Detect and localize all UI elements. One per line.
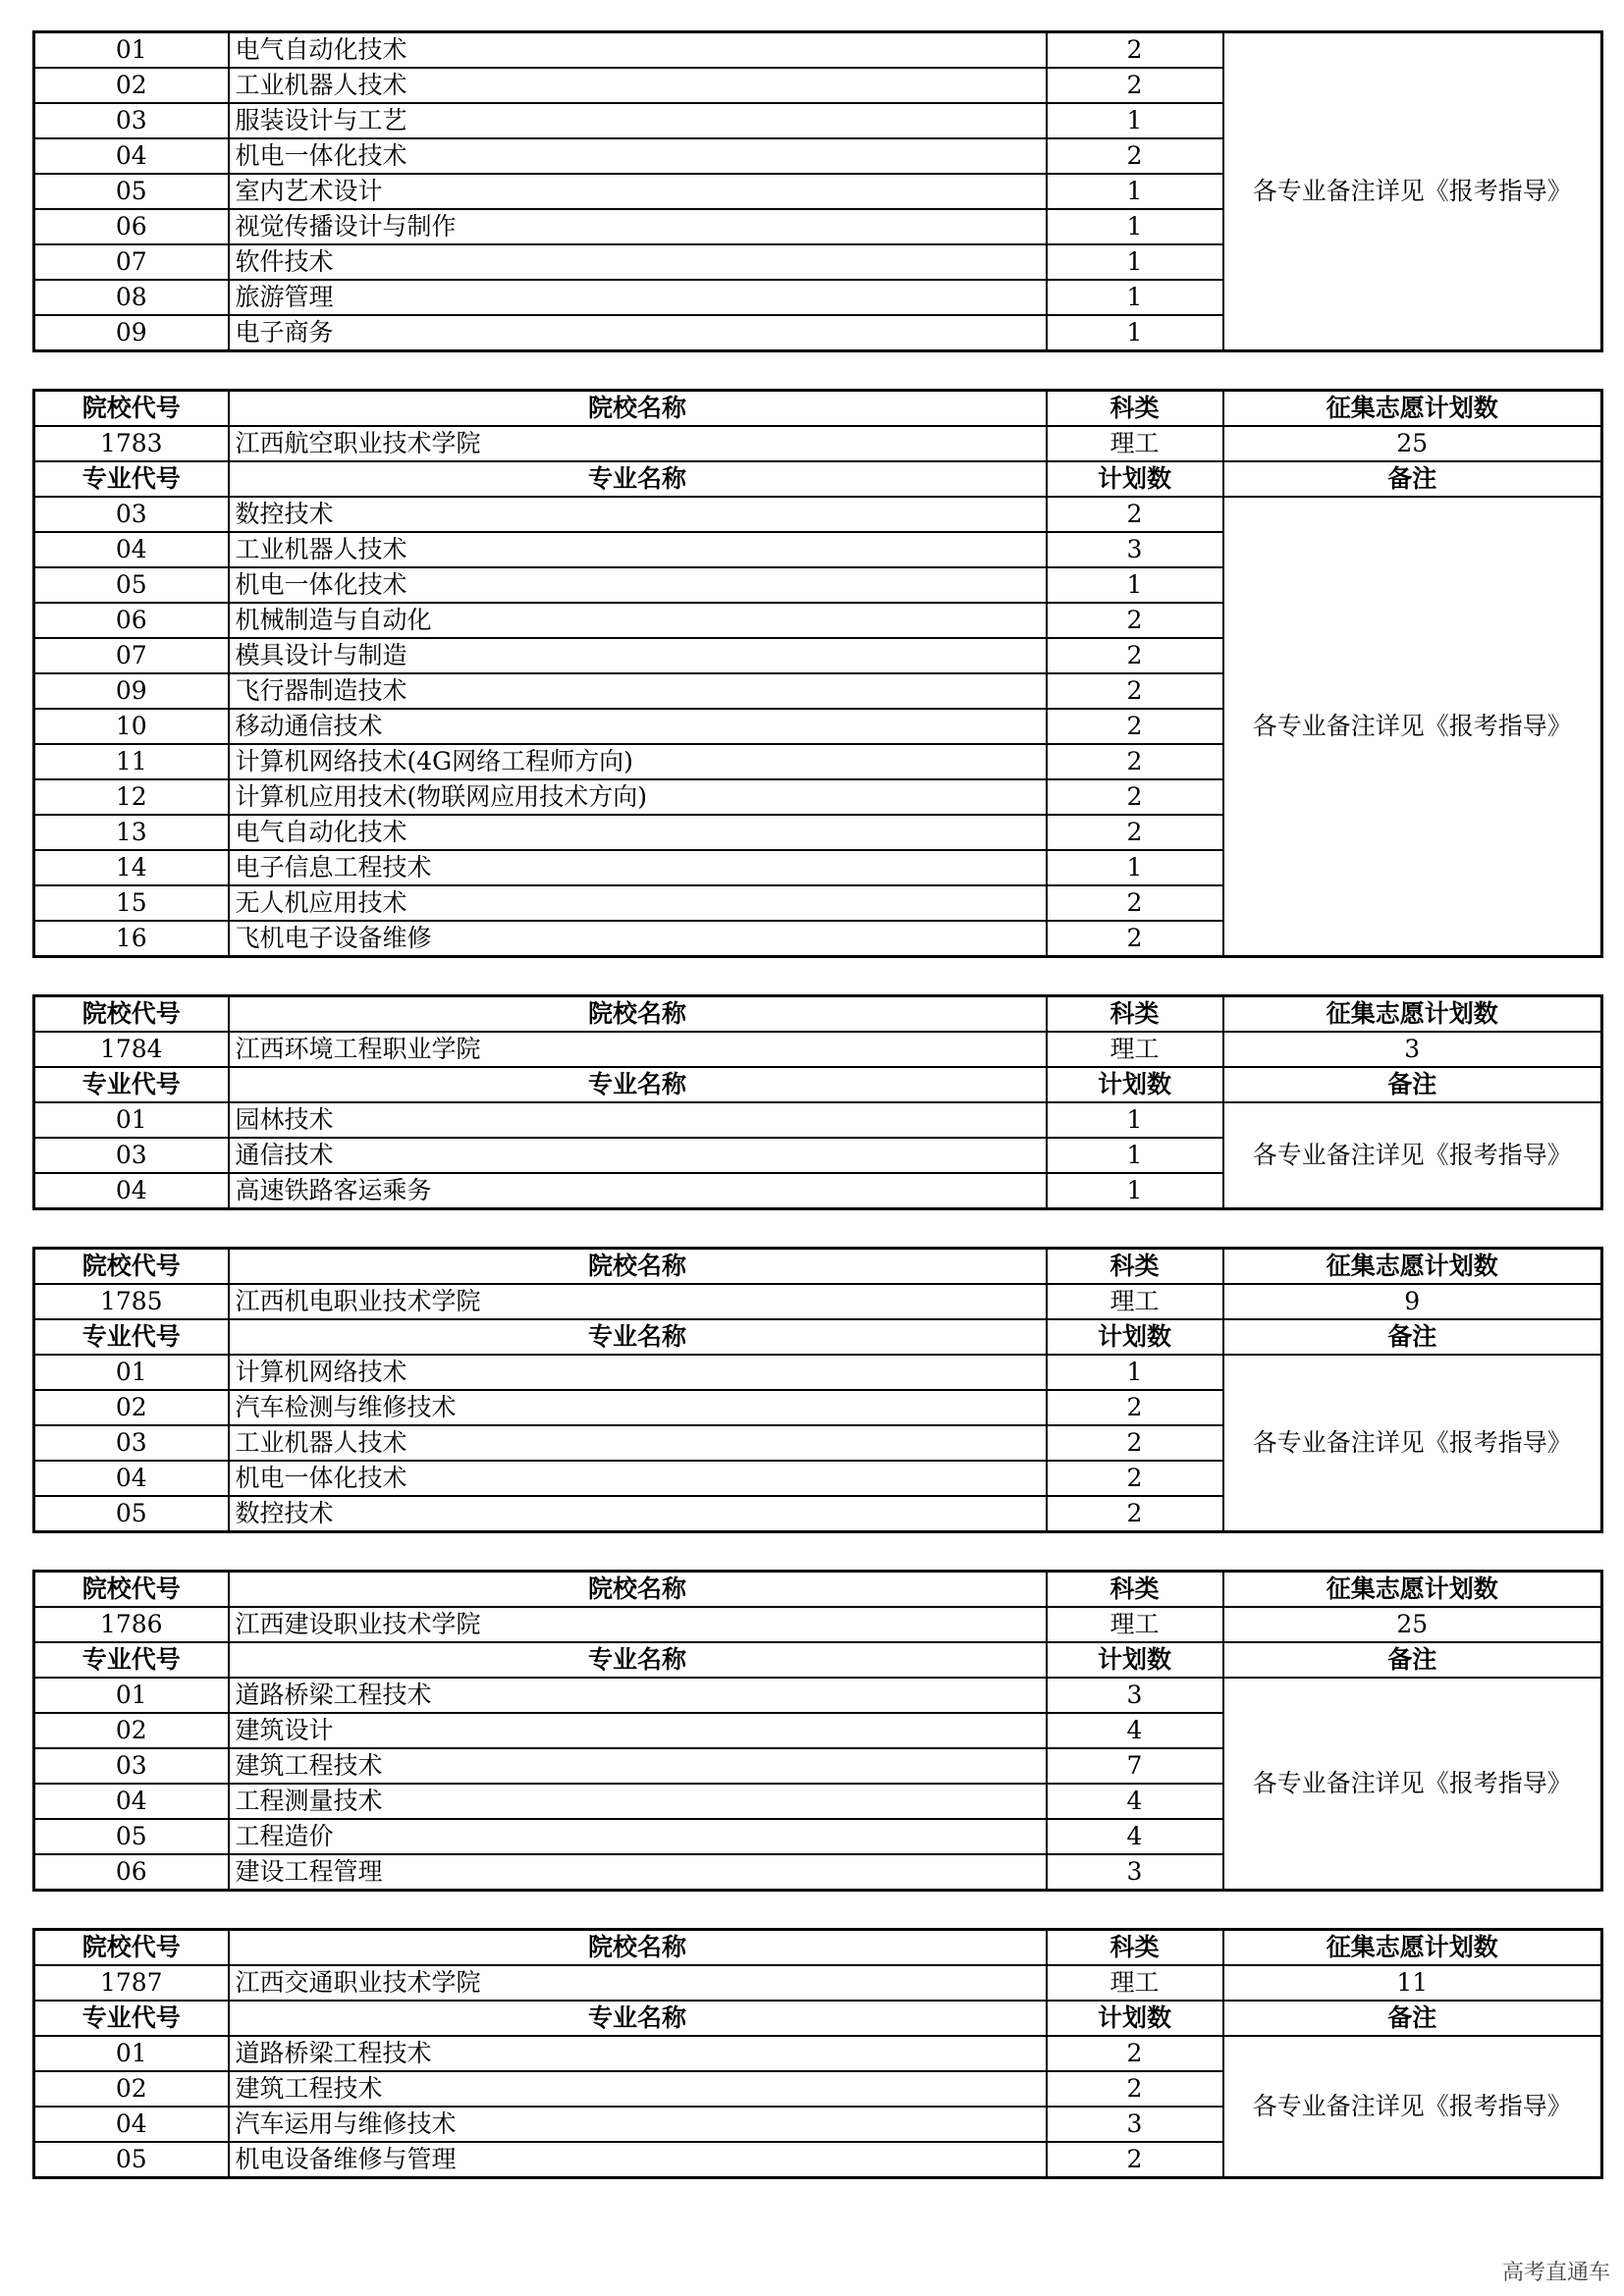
plan-count: 7 — [1047, 1748, 1223, 1784]
major-code: 02 — [34, 1390, 229, 1425]
plan-total-header: 征集志愿计划数 — [1223, 1572, 1602, 1608]
major-row — [34, 1102, 1602, 1138]
major-code: 03 — [34, 103, 229, 138]
category-header: 科类 — [1047, 996, 1223, 1033]
major-name: 机电一体化技术 — [229, 1461, 1047, 1496]
major-code: 05 — [34, 567, 229, 603]
major-name: 高速铁路客运乘务 — [229, 1173, 1047, 1209]
major-code: 10 — [34, 709, 229, 744]
major-code: 03 — [34, 1138, 229, 1173]
major-name: 飞行器制造技术 — [229, 673, 1047, 709]
plan-total: 25 — [1223, 1607, 1602, 1642]
plan-count: 1 — [1047, 1138, 1223, 1173]
major-name: 建筑工程技术 — [229, 1748, 1047, 1784]
school-code-header: 院校代号 — [34, 1249, 229, 1285]
school-code-header: 院校代号 — [34, 1930, 229, 1966]
plan-count: 1 — [1047, 280, 1223, 315]
major-code: 04 — [34, 138, 229, 174]
plan-count: 1 — [1047, 315, 1223, 351]
major-name: 汽车运用与维修技术 — [229, 2107, 1047, 2142]
major-code: 13 — [34, 815, 229, 850]
major-header-row — [34, 1642, 1602, 1678]
major-name: 工程测量技术 — [229, 1784, 1047, 1819]
plan-count-header: 计划数 — [1047, 1642, 1223, 1678]
major-code: 02 — [34, 2071, 229, 2107]
major-code: 06 — [34, 209, 229, 244]
school-header-row — [34, 1930, 1602, 1966]
school-name-header: 院校名称 — [229, 1930, 1047, 1966]
major-code: 04 — [34, 532, 229, 567]
major-name: 旅游管理 — [229, 280, 1047, 315]
major-code-header: 专业代号 — [34, 1642, 229, 1678]
plan-count-header: 计划数 — [1047, 2001, 1223, 2036]
school-header-row — [34, 996, 1602, 1033]
plan-count: 2 — [1047, 603, 1223, 638]
plan-count: 2 — [1047, 779, 1223, 815]
major-code: 04 — [34, 1173, 229, 1209]
major-name: 园林技术 — [229, 1102, 1047, 1138]
school-table-1784 — [32, 994, 1603, 1210]
plan-count: 2 — [1047, 1425, 1223, 1461]
school-name-header: 院校名称 — [229, 1572, 1047, 1608]
plan-total: 9 — [1223, 1284, 1602, 1319]
major-name: 电子商务 — [229, 315, 1047, 351]
major-name: 室内艺术设计 — [229, 174, 1047, 209]
plan-count: 2 — [1047, 497, 1223, 532]
school-table-1786 — [32, 1570, 1603, 1892]
major-code: 05 — [34, 1819, 229, 1854]
major-code: 04 — [34, 1784, 229, 1819]
major-name: 工程造价 — [229, 1819, 1047, 1854]
major-code: 05 — [34, 1496, 229, 1532]
school-code: 1786 — [34, 1607, 229, 1642]
major-name: 无人机应用技术 — [229, 885, 1047, 921]
major-header-row — [34, 461, 1602, 497]
school-table-1787 — [32, 1928, 1603, 2179]
major-name-header: 专业名称 — [229, 1642, 1047, 1678]
major-row — [34, 1355, 1602, 1390]
major-code: 05 — [34, 2142, 229, 2178]
plan-count: 1 — [1047, 850, 1223, 885]
major-code: 14 — [34, 850, 229, 885]
school-name: 江西航空职业技术学院 — [229, 426, 1047, 461]
plan-count: 4 — [1047, 1819, 1223, 1854]
school-info-row — [34, 1965, 1602, 2001]
remark-header: 备注 — [1223, 2001, 1602, 2036]
plan-count: 1 — [1047, 567, 1223, 603]
major-code: 01 — [34, 1102, 229, 1138]
major-header-row — [34, 2001, 1602, 2036]
school-table-1783 — [32, 389, 1603, 958]
major-name: 机械制造与自动化 — [229, 603, 1047, 638]
major-name-header: 专业名称 — [229, 1319, 1047, 1355]
major-name: 飞机电子设备维修 — [229, 921, 1047, 957]
plan-count: 3 — [1047, 1678, 1223, 1713]
plan-total-header: 征集志愿计划数 — [1223, 996, 1602, 1033]
plan-count-header: 计划数 — [1047, 1067, 1223, 1102]
major-name: 汽车检测与维修技术 — [229, 1390, 1047, 1425]
major-code: 07 — [34, 638, 229, 673]
plan-count: 3 — [1047, 532, 1223, 567]
major-code-header: 专业代号 — [34, 2001, 229, 2036]
major-header-row — [34, 1067, 1602, 1102]
major-code: 08 — [34, 280, 229, 315]
plan-count-header: 计划数 — [1047, 1319, 1223, 1355]
major-name: 建设工程管理 — [229, 1854, 1047, 1891]
plan-count: 1 — [1047, 103, 1223, 138]
remark-header: 备注 — [1223, 1319, 1602, 1355]
major-code: 09 — [34, 315, 229, 351]
major-name-header: 专业名称 — [229, 2001, 1047, 2036]
school-name: 江西交通职业技术学院 — [229, 1965, 1047, 2001]
major-code: 06 — [34, 1854, 229, 1891]
major-code: 09 — [34, 673, 229, 709]
plan-count: 1 — [1047, 244, 1223, 280]
major-code: 11 — [34, 744, 229, 779]
category-header: 科类 — [1047, 1930, 1223, 1966]
major-code-header: 专业代号 — [34, 1319, 229, 1355]
school-code-header: 院校代号 — [34, 1572, 229, 1608]
major-name: 机电一体化技术 — [229, 138, 1047, 174]
school-code: 1785 — [34, 1284, 229, 1319]
major-code-header: 专业代号 — [34, 1067, 229, 1102]
major-code: 03 — [34, 1425, 229, 1461]
major-name: 电气自动化技术 — [229, 815, 1047, 850]
plan-count: 2 — [1047, 709, 1223, 744]
major-name: 道路桥梁工程技术 — [229, 2036, 1047, 2071]
category-header: 科类 — [1047, 1572, 1223, 1608]
major-code: 01 — [34, 32, 229, 69]
major-code: 16 — [34, 921, 229, 957]
school-table-1785 — [32, 1247, 1603, 1533]
major-name: 数控技术 — [229, 1496, 1047, 1532]
major-name-header: 专业名称 — [229, 461, 1047, 497]
remark-header: 备注 — [1223, 461, 1602, 497]
plan-count: 2 — [1047, 744, 1223, 779]
major-name-header: 专业名称 — [229, 1067, 1047, 1102]
remark-cell: 各专业备注详见《报考指导》 — [1223, 2036, 1602, 2178]
school-header-row — [34, 391, 1602, 427]
category: 理工 — [1047, 1965, 1223, 2001]
major-code: 04 — [34, 2107, 229, 2142]
major-code: 05 — [34, 174, 229, 209]
major-code: 06 — [34, 603, 229, 638]
plan-count: 4 — [1047, 1784, 1223, 1819]
plan-count: 1 — [1047, 1102, 1223, 1138]
major-name: 计算机应用技术(物联网应用技术方向) — [229, 779, 1047, 815]
major-name: 移动通信技术 — [229, 709, 1047, 744]
category-header: 科类 — [1047, 391, 1223, 427]
plan-total-header: 征集志愿计划数 — [1223, 1930, 1602, 1966]
category: 理工 — [1047, 1607, 1223, 1642]
school-name: 江西建设职业技术学院 — [229, 1607, 1047, 1642]
major-header-row — [34, 1319, 1602, 1355]
major-name: 服装设计与工艺 — [229, 103, 1047, 138]
major-name: 工业机器人技术 — [229, 68, 1047, 103]
school-info-row — [34, 426, 1602, 461]
plan-count: 2 — [1047, 68, 1223, 103]
major-name: 模具设计与制造 — [229, 638, 1047, 673]
major-name: 机电一体化技术 — [229, 567, 1047, 603]
school-name-header: 院校名称 — [229, 996, 1047, 1033]
school-code: 1784 — [34, 1032, 229, 1067]
school-info-row — [34, 1032, 1602, 1067]
plan-total: 11 — [1223, 1965, 1602, 2001]
school-code: 1783 — [34, 426, 229, 461]
plan-count: 2 — [1047, 1390, 1223, 1425]
plan-total-header: 征集志愿计划数 — [1223, 391, 1602, 427]
plan-count: 1 — [1047, 174, 1223, 209]
major-name: 建筑工程技术 — [229, 2071, 1047, 2107]
major-code: 03 — [34, 497, 229, 532]
plan-count: 2 — [1047, 638, 1223, 673]
plan-count: 3 — [1047, 1854, 1223, 1891]
remark-cell: 各专业备注详见《报考指导》 — [1223, 1355, 1602, 1532]
remark-cell: 各专业备注详见《报考指导》 — [1223, 1678, 1602, 1891]
category: 理工 — [1047, 1032, 1223, 1067]
plan-count: 3 — [1047, 2107, 1223, 2142]
major-code-header: 专业代号 — [34, 461, 229, 497]
school-name: 江西机电职业技术学院 — [229, 1284, 1047, 1319]
school-name-header: 院校名称 — [229, 1249, 1047, 1285]
school-name: 江西环境工程职业学院 — [229, 1032, 1047, 1067]
major-code: 02 — [34, 1713, 229, 1748]
plan-count: 1 — [1047, 209, 1223, 244]
major-code: 02 — [34, 68, 229, 103]
plan-count: 2 — [1047, 921, 1223, 957]
plan-count: 1 — [1047, 1355, 1223, 1390]
major-row — [34, 497, 1602, 532]
plan-count: 2 — [1047, 815, 1223, 850]
plan-count: 2 — [1047, 1496, 1223, 1532]
plan-count-header: 计划数 — [1047, 461, 1223, 497]
category-header: 科类 — [1047, 1249, 1223, 1285]
document-page — [32, 30, 1600, 2216]
plan-count: 2 — [1047, 673, 1223, 709]
plan-count: 1 — [1047, 1173, 1223, 1209]
remark-cell: 各专业备注详见《报考指导》 — [1223, 497, 1602, 957]
major-code: 01 — [34, 2036, 229, 2071]
school-info-row — [34, 1607, 1602, 1642]
remark-header: 备注 — [1223, 1642, 1602, 1678]
remark-cell: 各专业备注详见《报考指导》 — [1223, 1102, 1602, 1209]
major-code: 12 — [34, 779, 229, 815]
major-name: 工业机器人技术 — [229, 532, 1047, 567]
major-name: 数控技术 — [229, 497, 1047, 532]
major-code: 04 — [34, 1461, 229, 1496]
plan-count: 2 — [1047, 32, 1223, 69]
major-row — [34, 1678, 1602, 1713]
major-name: 工业机器人技术 — [229, 1425, 1047, 1461]
major-name: 道路桥梁工程技术 — [229, 1678, 1047, 1713]
major-name: 机电设备维修与管理 — [229, 2142, 1047, 2178]
plan-count: 2 — [1047, 1461, 1223, 1496]
major-name: 建筑设计 — [229, 1713, 1047, 1748]
major-name: 软件技术 — [229, 244, 1047, 280]
remark-cell: 各专业备注详见《报考指导》 — [1223, 32, 1602, 351]
category: 理工 — [1047, 426, 1223, 461]
major-code: 01 — [34, 1355, 229, 1390]
major-name: 电气自动化技术 — [229, 32, 1047, 69]
major-name: 计算机网络技术(4G网络工程师方向) — [229, 744, 1047, 779]
remark-header: 备注 — [1223, 1067, 1602, 1102]
major-code: 07 — [34, 244, 229, 280]
major-name: 电子信息工程技术 — [229, 850, 1047, 885]
admission-plan-tables — [32, 30, 1600, 2179]
plan-count: 4 — [1047, 1713, 1223, 1748]
continued-majors-table — [32, 30, 1603, 352]
school-info-row — [34, 1284, 1602, 1319]
school-header-row — [34, 1572, 1602, 1608]
plan-count: 2 — [1047, 2071, 1223, 2107]
category: 理工 — [1047, 1284, 1223, 1319]
plan-total-header: 征集志愿计划数 — [1223, 1249, 1602, 1285]
school-header-row — [34, 1249, 1602, 1285]
school-code-header: 院校代号 — [34, 391, 229, 427]
plan-count: 2 — [1047, 2142, 1223, 2178]
major-name: 通信技术 — [229, 1138, 1047, 1173]
school-code: 1787 — [34, 1965, 229, 2001]
plan-count: 2 — [1047, 2036, 1223, 2071]
school-name-header: 院校名称 — [229, 391, 1047, 427]
major-code: 01 — [34, 1678, 229, 1713]
major-code: 15 — [34, 885, 229, 921]
plan-count: 2 — [1047, 138, 1223, 174]
plan-total: 3 — [1223, 1032, 1602, 1067]
major-name: 视觉传播设计与制作 — [229, 209, 1047, 244]
plan-total: 25 — [1223, 426, 1602, 461]
major-row — [34, 2036, 1602, 2071]
major-name: 计算机网络技术 — [229, 1355, 1047, 1390]
school-code-header: 院校代号 — [34, 996, 229, 1033]
major-code: 03 — [34, 1748, 229, 1784]
watermark: 高考直通车 — [1501, 2261, 1610, 2285]
plan-count: 2 — [1047, 885, 1223, 921]
major-row — [34, 32, 1602, 69]
